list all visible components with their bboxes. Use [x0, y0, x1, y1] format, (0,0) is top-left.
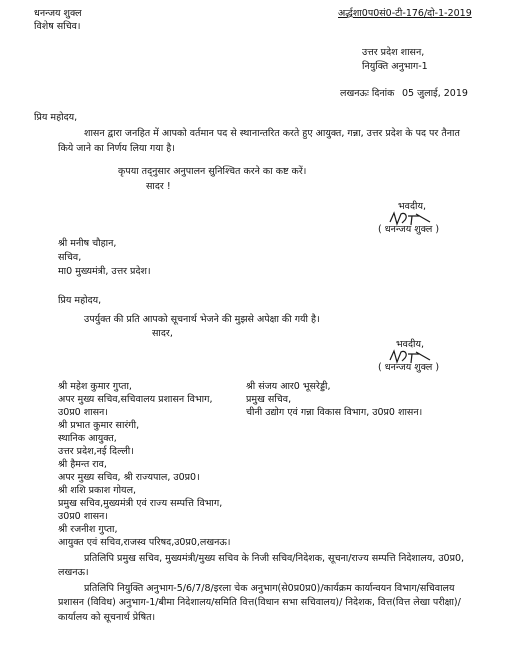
copy-recipient-line: अपर मुख्य सचिव,सचिवालय प्रशासन विभाग,	[58, 394, 213, 405]
signatory-2: ( धनन्जय शुक्ल )	[378, 362, 440, 373]
body-paragraph-1: शासन द्वारा जनहित में आपको वर्तमान पद से स्थानान्तरित करते हुए आयुक्त, गन्ना, उत्तर प्रदेश के पद पर तैनात किये जाने का निर्णय लिया गया है।	[58, 128, 460, 154]
sender-name: धनन्जय शुक्ल	[34, 8, 82, 19]
copy-recipient-line: श्री हैमन्त राव,	[58, 459, 107, 470]
footer-copy-2: प्रतिलिपि नियुक्ति अनुभाग-5/6/7/8/इरला चेक अनुभाग(से0प्र0प्र0)/कार्यक्रम कार्यान्वयन विभाग/सचिवालय प्रशासन (विविध) अनुभाग-1/बीमा निदेशालय/समिति वित्त(विधान सभा सचिवालय)/ निदेशक, वित्त(वित्त लेखा परीक्षा)/कार्यालय को सूचनार्थ प्रेषित।	[58, 583, 461, 623]
copy-recipient-line: आयुक्त एवं सचिव,राजस्व परिषद,उ0प्र0,लखनऊ।	[58, 537, 231, 548]
department-line-2: नियुक्ति अनुभाग-1	[362, 61, 428, 72]
body-paragraph-2: कृपया तद्नुसार अनुपालन सुनिश्चित करने का कष्ट करें।	[118, 166, 307, 177]
date-label: लखनऊः दिनांक	[340, 88, 395, 99]
signatory-1: ( धनन्जय शुक्ल )	[378, 224, 440, 235]
copy-recipient-line: प्रमुख सचिव,मुख्यमंत्री एवं राज्य सम्पत्ति विभाग,	[58, 498, 223, 509]
recipient-name: श्री मनीष चौहान,	[58, 238, 117, 249]
recipient-designation: सचिव,	[58, 252, 82, 263]
copy-recipient-line: स्थानिक आयुक्त,	[58, 433, 117, 444]
copy-recipient-right-line: श्री संजय आर0 भूसरेड्डी,	[246, 381, 331, 392]
recipient-office: मा0 मुख्यमंत्री, उत्तर प्रदेश।	[58, 266, 151, 277]
date-value: 05 जुलाई, 2019	[402, 88, 468, 99]
copy-recipient-line: श्री शशि प्रकाश गोयल,	[58, 485, 137, 496]
copy-recipient-line: श्री रजनीश गुप्ता,	[58, 524, 118, 535]
closing-1: भवदीय,	[398, 201, 426, 212]
copy-recipient-line: उत्तर प्रदेश,नई दिल्ली।	[58, 446, 134, 457]
salutation-2: प्रिय महोदय,	[58, 295, 102, 306]
salutation-1: प्रिय महोदय,	[34, 112, 78, 123]
copy-recipient-line: अपर मुख्य सचिव, श्री राज्यपाल, उ0प्र0।	[58, 472, 200, 483]
copy-recipient-line: श्री महेश कुमार गुप्ता,	[58, 381, 132, 392]
footer-copy-1: प्रतिलिपि प्रमुख सचिव, मुख्यमंत्री/मुख्य सचिव के निजी सचिव/निदेशक, सूचना/राज्य सम्पत्ति निदेशालय, उ0प्र0, लखनऊ।	[58, 553, 465, 579]
regards-1: सादर !	[146, 181, 171, 192]
copy-recipient-line: श्री प्रभात कुमार सारंगी,	[58, 420, 140, 431]
reference-number: अर्द्धशा0प0सं0-टी-176/दो-1-2019	[338, 8, 472, 19]
copy-recipient-right-line: चीनी उद्योग एवं गन्ना विकास विभाग, उ0प्र0 शासन।	[246, 407, 423, 418]
copy-recipient-line: उ0प्र0 शासन।	[58, 407, 108, 418]
department-line-1: उत्तर प्रदेश शासन,	[362, 47, 425, 58]
body-paragraph-3: उपर्युक्त की प्रति आपको सूचनार्थ भेजने की मुझसे अपेक्षा की गयी है।	[84, 314, 320, 325]
sender-designation: विशेष सचिव।	[34, 21, 81, 32]
copy-recipient-right-line: प्रमुख सचिव,	[246, 394, 292, 405]
copy-recipient-line: उ0प्र0 शासन।	[58, 511, 108, 522]
regards-2: सादर,	[152, 328, 173, 339]
closing-2: भवदीय,	[396, 339, 424, 350]
